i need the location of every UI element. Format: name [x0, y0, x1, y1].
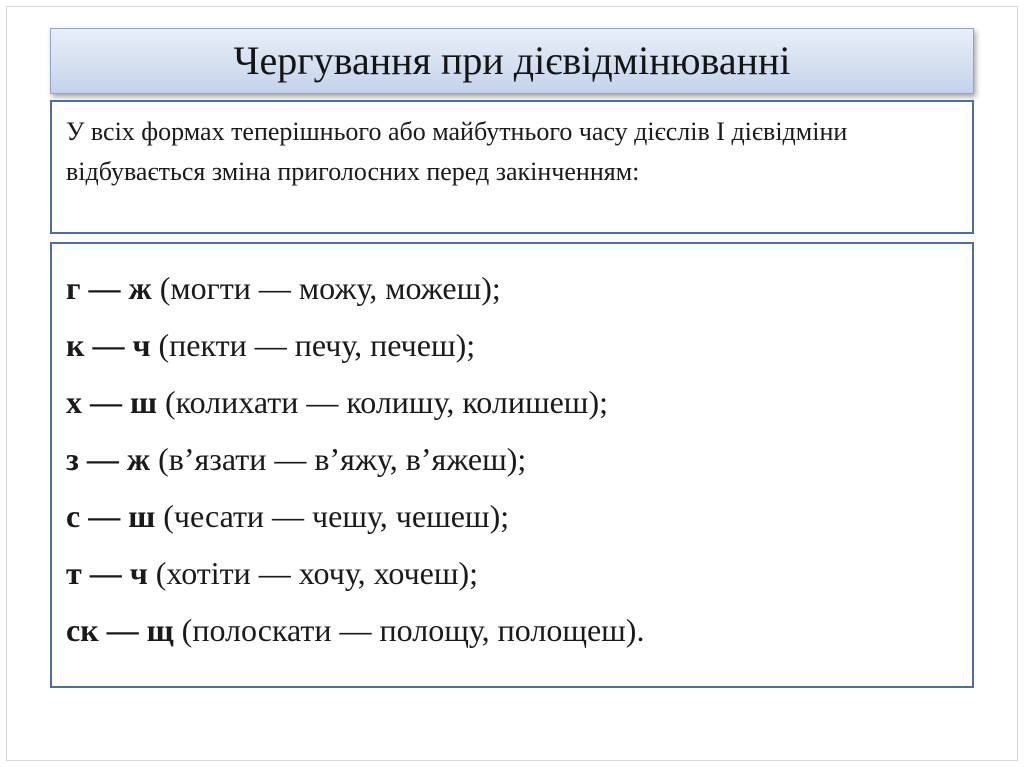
rule-line	[66, 602, 958, 659]
rule-example: (полоскати — полощу, полощеш).	[173, 612, 645, 648]
rule-example: (чесати — чешу, чешеш);	[155, 498, 510, 534]
rule-pair: т — ч	[66, 555, 148, 591]
rule-pair: к — ч	[66, 327, 151, 363]
intro-box	[50, 100, 974, 234]
rule-line	[66, 374, 958, 431]
rule-pair: з — ж	[66, 441, 151, 477]
title-box	[50, 28, 974, 94]
intro-text: У всіх формах теперішнього або майбутнього часу дієслів І дієвідміни відбувається зміна приголосних перед закінченням:	[66, 117, 848, 186]
rule-example: (хотіти — хочу, хочеш);	[147, 555, 479, 591]
slide-title: Чергування при дієвідмінюванні	[233, 38, 791, 83]
rule-example: (пекти — печу, печеш);	[150, 327, 476, 363]
rule-example: (в’язати — в’яжу, в’яжеш);	[150, 441, 527, 477]
rule-pair: х — ш	[66, 384, 158, 420]
rule-pair: ск — щ	[66, 612, 174, 648]
rule-line	[66, 317, 958, 374]
rule-pair: г — ж	[66, 270, 152, 306]
rule-pair: с — ш	[66, 498, 156, 534]
rules-box	[50, 242, 974, 688]
rule-line	[66, 431, 958, 488]
rule-line	[66, 488, 958, 545]
rule-example: (колихати — колишу, колишеш);	[157, 384, 608, 420]
rule-line	[66, 260, 958, 317]
rules-list	[66, 260, 958, 659]
rule-line	[66, 545, 958, 602]
rule-example: (могти — можу, можеш);	[151, 270, 501, 306]
